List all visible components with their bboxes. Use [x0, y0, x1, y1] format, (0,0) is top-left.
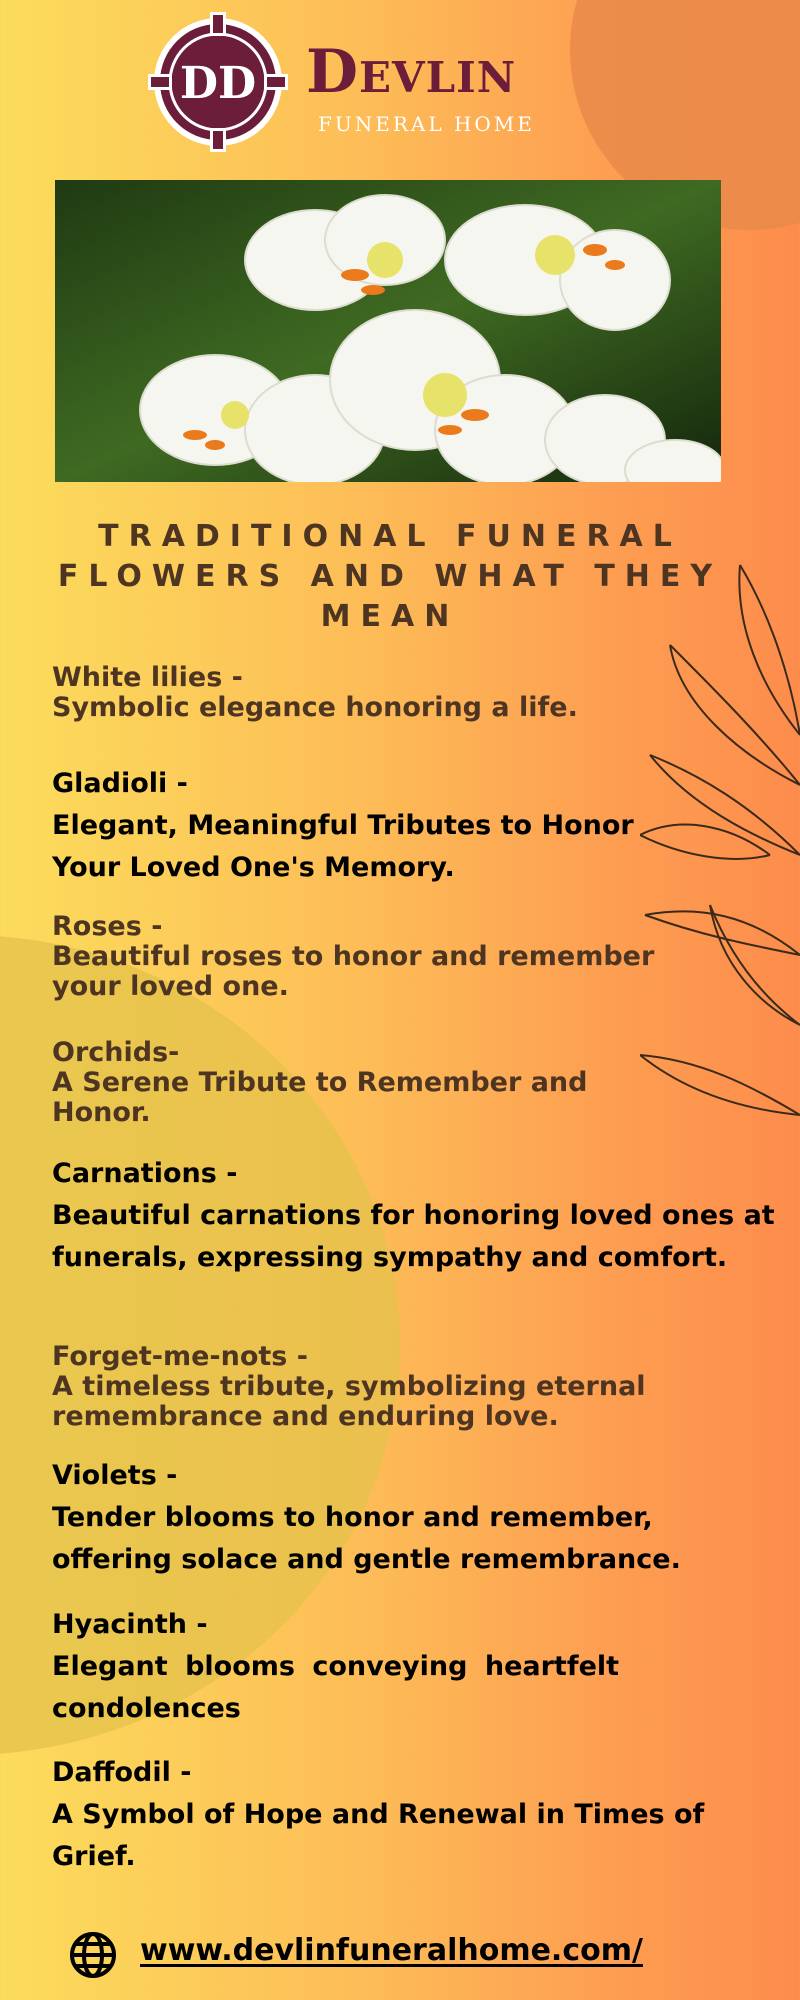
monogram-seal-icon — [148, 12, 288, 152]
list-item-white-lilies — [52, 663, 772, 723]
lilies-photo — [55, 180, 721, 482]
flower-name: Violets - — [52, 1460, 178, 1491]
flower-description: Beautiful roses to honor and remember your loved one. — [52, 941, 655, 1002]
brand-logo — [148, 12, 548, 152]
list-item-orchids — [52, 1038, 772, 1128]
list-item-forget-me-nots — [52, 1342, 772, 1432]
footer — [68, 1926, 748, 1982]
svg-text:DD: DD — [179, 58, 257, 109]
flower-description: Tender blooms to honor and remember, offering solace and gentle remembrance. — [52, 1502, 681, 1575]
list-item-hyacinth — [52, 1604, 772, 1730]
flower-description: Symbolic elegance honoring a life. — [52, 692, 578, 723]
flower-description: Elegant blooms conveying heartfelt condolences — [52, 1651, 620, 1724]
flower-name: Roses - — [52, 911, 163, 942]
website-link[interactable]: www.devlinfuneralhome.com/ — [140, 1933, 643, 1968]
brand-name: Devlin — [306, 37, 517, 107]
list-item-violets — [52, 1455, 772, 1581]
flower-description: A timeless tribute, symbolizing eternal remembrance and enduring love. — [52, 1371, 646, 1432]
flower-name: Daffodil - — [52, 1757, 192, 1788]
page-title: TRADITIONAL FUNERAL FLOWERS AND WHAT THEY MEAN — [57, 519, 723, 634]
flower-description: Beautiful carnations for honoring loved ones at funerals, expressing sympathy and comfort. — [52, 1200, 775, 1273]
flower-name: Hyacinth - — [52, 1609, 208, 1640]
brand-subtitle: FUNERAL HOME — [318, 112, 535, 136]
flower-name: Forget-me-nots - — [52, 1341, 308, 1372]
flower-name: Carnations - — [52, 1158, 238, 1189]
list-item-daffodil — [52, 1752, 772, 1878]
flower-name: Orchids- — [52, 1037, 180, 1068]
flower-description: A Serene Tribute to Remember and Honor. — [52, 1067, 588, 1128]
flower-name: Gladioli - — [52, 768, 188, 799]
globe-icon — [68, 1930, 118, 1980]
flower-description: Elegant, Meaningful Tributes to Honor Your Loved One's Memory. — [52, 810, 634, 883]
list-item-roses — [52, 912, 772, 1002]
list-item-gladioli — [52, 763, 772, 889]
flower-description: A Symbol of Hope and Renewal in Times of Grief. — [52, 1799, 705, 1872]
flower-name: White lilies - — [52, 662, 243, 693]
list-item-carnations — [52, 1153, 775, 1279]
